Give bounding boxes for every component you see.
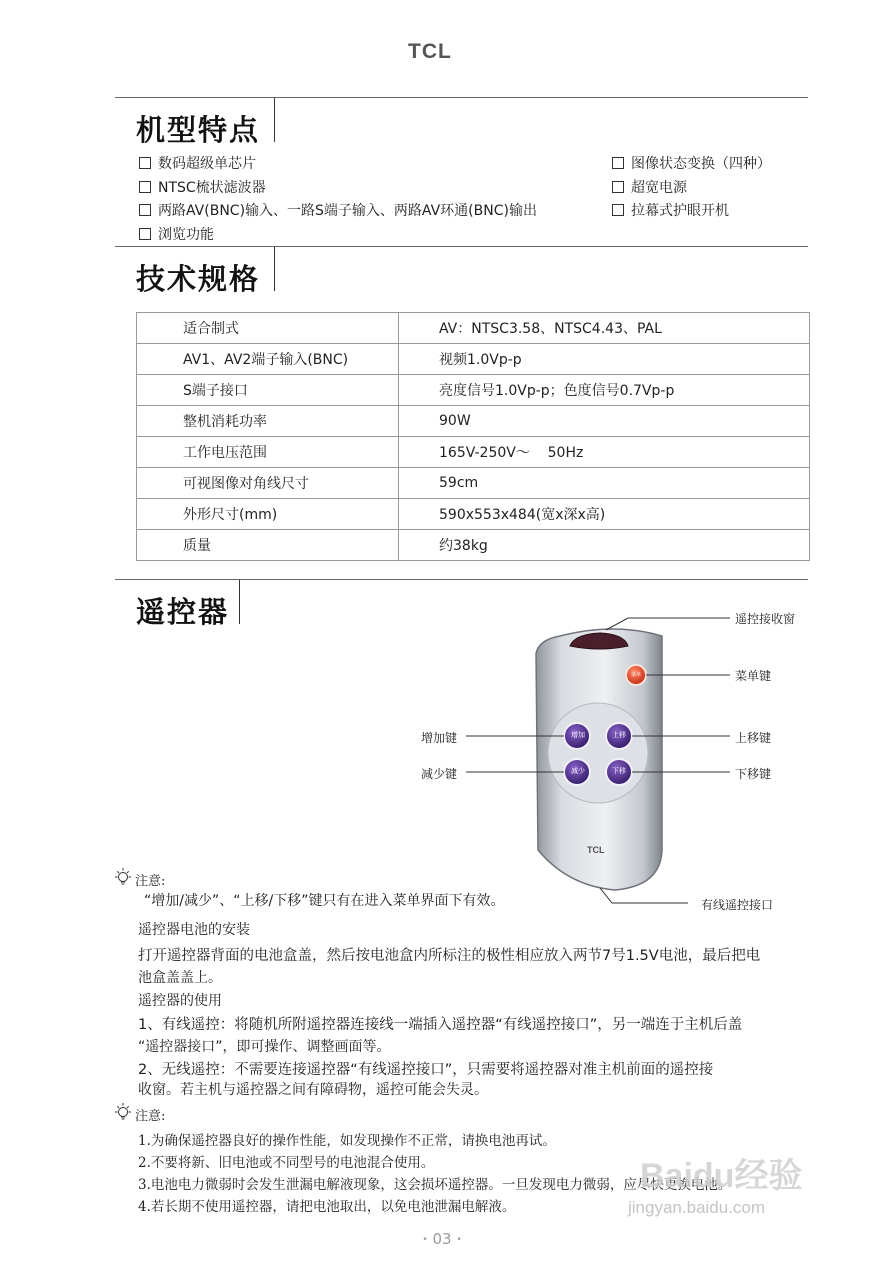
note-item: 1.为确保遥控器良好的操作性能，如发现操作不正常，请换电池再试。 <box>138 1133 556 1149</box>
page-number-value: 03 <box>432 1230 452 1248</box>
callout-up-key: 上移键 <box>735 731 772 745</box>
table-row <box>137 406 810 437</box>
feature-item: 两路AV(BNC)输入、一路S端子输入、两路AV环通(BNC)输出 <box>139 200 537 220</box>
feature-item: 超宽电源 <box>612 177 687 197</box>
spec-key: 整机消耗功率 <box>137 406 399 437</box>
down-button-label: 下移 <box>612 767 626 775</box>
callout-down-key: 下移键 <box>735 767 772 781</box>
callout-wired-port: 有线遥控接口 <box>701 898 774 912</box>
callout-increase-key: 增加键 <box>421 731 458 745</box>
title-bar <box>239 580 240 624</box>
brand-logo: TCL <box>408 40 452 63</box>
spec-value: 亮度信号1.0Vp-p；色度信号0.7Vp-p <box>399 375 810 406</box>
menu-button-label: 菜单 <box>630 672 641 678</box>
callout-receiver: 遥控接收窗 <box>735 612 796 626</box>
lightbulb-icon <box>113 1101 133 1123</box>
table-row <box>137 344 810 375</box>
divider <box>115 579 808 580</box>
spec-table <box>136 312 810 561</box>
spec-key: AV1、AV2端子输入(BNC) <box>137 344 399 375</box>
spec-key: 工作电压范围 <box>137 437 399 468</box>
section-title-specs: 技术规格 <box>136 262 261 296</box>
callout-decrease-key: 减少键 <box>421 767 458 781</box>
note-item: 2.不要将新、旧电池或不同型号的电池混合使用。 <box>138 1155 435 1171</box>
spec-key: 外形尺寸(mm) <box>137 499 399 530</box>
table-row <box>137 375 810 406</box>
remote-illustration <box>400 600 820 920</box>
usage-text: “遥控器接口”，即可操作、调整画面等。 <box>138 1039 391 1055</box>
usage-text: 2、无线遥控：不需要连接遥控器“有线遥控接口”，只需要将遥控器对准主机前面的遥控接 <box>138 1062 714 1078</box>
usage-text: 收窗。若主机与遥控器之间有障碍物，遥控可能会失灵。 <box>138 1082 488 1098</box>
callout-menu-key: 菜单键 <box>735 669 772 683</box>
up-button-label: 上移 <box>612 731 626 739</box>
note-label: 注意: <box>135 874 166 889</box>
watermark-logo: Baidu经验 <box>640 1157 803 1195</box>
spec-key: S端子接口 <box>137 375 399 406</box>
divider <box>115 97 808 98</box>
spec-value: 约38kg <box>399 530 810 561</box>
decrease-button-label: 减少 <box>571 767 585 775</box>
spec-key: 可视图像对角线尺寸 <box>137 468 399 499</box>
watermark-url: jingyan.baidu.com <box>628 1198 766 1217</box>
spec-value: AV：NTSC3.58、NTSC4.43、PAL <box>399 313 810 344</box>
feature-item: 图像状态变换（四种） <box>612 153 771 173</box>
section-title-remote: 遥控器 <box>136 595 230 629</box>
battery-heading: 遥控器电池的安装 <box>138 922 250 938</box>
feature-item: 拉幕式护眼开机 <box>612 200 729 220</box>
page-number: • 03 • <box>422 1230 462 1248</box>
usage-heading: 遥控器的使用 <box>138 993 222 1009</box>
remote-brand: TCL <box>587 845 605 855</box>
note-item: 3.电池电力微弱时会发生泄漏电解液现象，这会损坏遥控器。一旦发现电力微弱，应尽快更换电池。 <box>138 1177 732 1193</box>
increase-button-label: 增加 <box>571 731 585 739</box>
lightbulb-icon <box>113 866 133 888</box>
section-title-features: 机型特点 <box>136 113 261 147</box>
feature-item: NTSC梳状滤波器 <box>139 177 266 197</box>
note-item: 4.若长期不使用遥控器，请把电池取出，以免电池泄漏电解液。 <box>138 1199 516 1215</box>
feature-item: 浏览功能 <box>139 224 214 244</box>
table-row <box>137 499 810 530</box>
table-row <box>137 437 810 468</box>
note-label: 注意: <box>135 1109 166 1124</box>
spec-key: 质量 <box>137 530 399 561</box>
note-text: “增加/减少”、“上移/下移”键只有在进入菜单界面下有效。 <box>144 893 505 909</box>
usage-text: 1、有线遥控：将随机所附遥控器连接线一端插入遥控器“有线遥控接口”，另一端连于主机后盖 <box>138 1017 743 1033</box>
spec-value: 59cm <box>399 468 810 499</box>
battery-text: 池盒盖盖上。 <box>138 970 222 986</box>
callout-line <box>606 618 730 630</box>
spec-key: 适合制式 <box>137 313 399 344</box>
table-row <box>137 468 810 499</box>
table-row <box>137 530 810 561</box>
feature-item: 数码超级单芯片 <box>139 153 256 173</box>
battery-text: 打开遥控器背面的电池盒盖，然后按电池盒内所标注的极性相应放入两节7号1.5V电池，最后把电 <box>138 948 761 964</box>
title-bar <box>274 247 275 291</box>
spec-value: 165V-250V～ 50Hz <box>399 437 810 468</box>
divider <box>115 246 808 247</box>
spec-value: 590x553x484(宽x深x高) <box>399 499 810 530</box>
spec-value: 视频1.0Vp-p <box>399 344 810 375</box>
title-bar <box>274 98 275 142</box>
spec-value: 90W <box>399 406 810 437</box>
table-row <box>137 313 810 344</box>
